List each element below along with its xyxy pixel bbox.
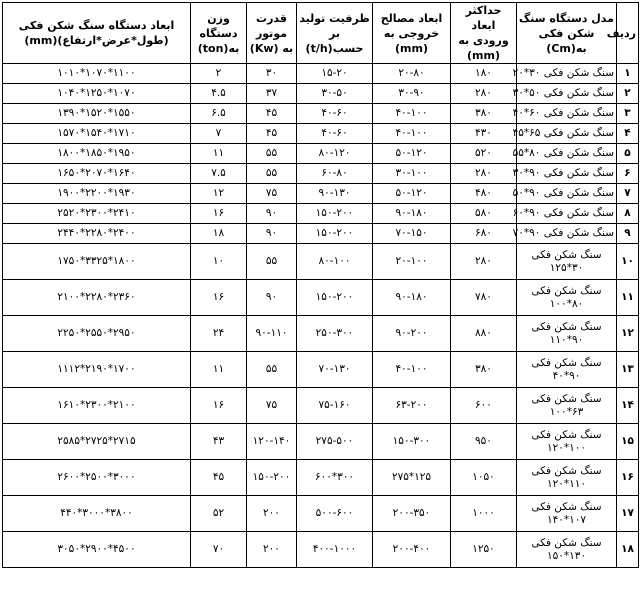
capacity-cell: ۴۰-۶۰ [297, 104, 373, 124]
table-row [3, 388, 639, 424]
model-cell: سنگ شکن فکی ۱۰۰*۱۲۰ [517, 424, 617, 460]
header-row-number: ردیف [617, 3, 639, 64]
power-cell: ۲۰۰ [247, 532, 297, 568]
output-size-cell: ۴۰-۱۰۰ [373, 124, 451, 144]
table-row [3, 144, 639, 164]
output-size-cell: ۳۰-۹۰ [373, 84, 451, 104]
header-output-size: ابعاد مصالح خروجی به (mm) [373, 3, 451, 64]
output-size-cell: ۷۰-۱۵۰ [373, 224, 451, 244]
row-number-cell: ۹ [617, 224, 639, 244]
output-size-cell: ۲۰-۸۰ [373, 64, 451, 84]
dimensions-cell: ۲۳۶۰*۲۲۸۰*۲۱۰۰ [3, 280, 191, 316]
max-input-cell: ۷۸۰ [451, 280, 517, 316]
weight-cell: ۷۰ [191, 532, 247, 568]
dimensions-cell: ۱۹۵۰*۱۸۵۰*۱۸۰۰ [3, 144, 191, 164]
max-input-cell: ۵۸۰ [451, 204, 517, 224]
dimensions-cell: ۱۷۱۰*۱۵۴۰*۱۵۷۰ [3, 124, 191, 144]
dimensions-cell: ۱۷۰۰*۲۱۹۰*۱۱۱۲ [3, 352, 191, 388]
output-size-cell: ۹۰-۲۰۰ [373, 316, 451, 352]
capacity-cell: ۳۰-۵۰ [297, 84, 373, 104]
model-cell: سنگ شکن فکی ۸۰*۱۰۰ [517, 280, 617, 316]
weight-cell: ۱۶ [191, 280, 247, 316]
model-cell: سنگ شکن فکی ۹۰*۳۰ [517, 164, 617, 184]
power-cell: ۹۰ [247, 280, 297, 316]
max-input-cell: ۴۳۰ [451, 124, 517, 144]
table-row [3, 460, 639, 496]
output-size-cell: ۲۰۰-۳۵۰ [373, 496, 451, 532]
weight-cell: ۱۱ [191, 144, 247, 164]
dimensions-cell: ۲۹۵۰*۲۵۵۰*۲۲۵۰ [3, 316, 191, 352]
capacity-cell: ۹۰-۱۳۰ [297, 184, 373, 204]
capacity-cell: ۷۵-۱۶۰ [297, 388, 373, 424]
power-cell: ۳۰ [247, 64, 297, 84]
power-cell: ۹۰-۱۱۰ [247, 316, 297, 352]
table-row [3, 104, 639, 124]
capacity-cell: ۲۷۵-۵۰۰ [297, 424, 373, 460]
weight-cell: ۲۴ [191, 316, 247, 352]
header-dimensions: ابعاد دستگاه سنگ شکن فکی (طول*عرض*ارتفاع)(mm) [3, 3, 191, 64]
weight-cell: ۵۲ [191, 496, 247, 532]
capacity-cell: ۱۵۰-۲۰۰ [297, 224, 373, 244]
weight-cell: ۷ [191, 124, 247, 144]
capacity-cell: ۴۰۰-۱۰۰۰ [297, 532, 373, 568]
output-size-cell: ۱۲۵*۲۷۵ [373, 460, 451, 496]
capacity-cell: ۴۰-۶۰ [297, 124, 373, 144]
dimensions-cell: ۱۵۵۰*۱۵۲۰*۱۳۹۰ [3, 104, 191, 124]
weight-cell: ۴.۵ [191, 84, 247, 104]
max-input-cell: ۶۸۰ [451, 224, 517, 244]
power-cell: ۱۲۰-۱۴۰ [247, 424, 297, 460]
header-capacity: ظرفیت تولید بر حسب(t/h) [297, 3, 373, 64]
row-number-cell: ۱۸ [617, 532, 639, 568]
power-cell: ۵۵ [247, 164, 297, 184]
header-power: قدرت موتور به (Kw) [247, 3, 297, 64]
max-input-cell: ۵۲۰ [451, 144, 517, 164]
max-input-cell: ۲۸۰ [451, 164, 517, 184]
row-number-cell: ۱۲ [617, 316, 639, 352]
capacity-cell: ۸۰-۱۰۰ [297, 244, 373, 280]
row-number-cell: ۸ [617, 204, 639, 224]
dimensions-cell: ۱۹۳۰*۲۲۰۰*۱۹۰۰ [3, 184, 191, 204]
power-cell: ۷۵ [247, 388, 297, 424]
dimensions-cell: ۱۱۰۰*۱۰۷۰*۱۰۱۰ [3, 64, 191, 84]
header-model: مدل دستگاه سنگ شکن فکی به(Cm) [517, 3, 617, 64]
table-row [3, 204, 639, 224]
max-input-cell: ۱۰۰۰ [451, 496, 517, 532]
header-weight: وزن دستگاه به(ton) [191, 3, 247, 64]
max-input-cell: ۲۸۰ [451, 84, 517, 104]
power-cell: ۷۵ [247, 184, 297, 204]
power-cell: ۵۵ [247, 144, 297, 164]
row-number-cell: ۱۷ [617, 496, 639, 532]
capacity-cell: ۳۰۰*۶۰۰ [297, 460, 373, 496]
model-cell: سنگ شکن فکی ۹۰*۵۰ [517, 184, 617, 204]
max-input-cell: ۳۸۰ [451, 104, 517, 124]
power-cell: ۵۵ [247, 352, 297, 388]
max-input-cell: ۹۵۰ [451, 424, 517, 460]
max-input-cell: ۳۸۰ [451, 352, 517, 388]
weight-cell: ۱۸ [191, 224, 247, 244]
model-cell: سنگ شکن فکی ۹۰*۷۰ [517, 224, 617, 244]
power-cell: ۲۰۰ [247, 496, 297, 532]
output-size-cell: ۲۰-۱۰۰ [373, 244, 451, 280]
output-size-cell: ۳۰-۱۰۰ [373, 164, 451, 184]
max-input-cell: ۱۲۵۰ [451, 532, 517, 568]
table-row [3, 496, 639, 532]
row-number-cell: ۱ [617, 64, 639, 84]
model-cell: سنگ شکن فکی ۹۰*۱۱۰ [517, 316, 617, 352]
model-cell: سنگ شکن فکی ۶۳*۱۰۰ [517, 388, 617, 424]
max-input-cell: ۲۸۰ [451, 244, 517, 280]
weight-cell: ۱۱ [191, 352, 247, 388]
row-number-cell: ۱۳ [617, 352, 639, 388]
power-cell: ۴۵ [247, 104, 297, 124]
dimensions-cell: ۳۰۰۰*۲۵۰۰*۲۶۰۰ [3, 460, 191, 496]
weight-cell: ۲ [191, 64, 247, 84]
row-number-cell: ۱۴ [617, 388, 639, 424]
capacity-cell: ۲۵۰-۳۰۰ [297, 316, 373, 352]
max-input-cell: ۱۰۵۰ [451, 460, 517, 496]
dimensions-cell: ۳۸۰۰*۳۰۰۰*۴۴۰ [3, 496, 191, 532]
dimensions-cell: ۲۴۱۰*۲۳۰۰*۲۵۲۰ [3, 204, 191, 224]
model-cell: سنگ شکن فکی ۱۰۷*۱۴۰ [517, 496, 617, 532]
model-cell: سنگ شکن فکی ۶۵*۴۵ [517, 124, 617, 144]
model-cell: سنگ شکن فکی ۸۰*۵۵ [517, 144, 617, 164]
table-row [3, 184, 639, 204]
power-cell: ۴۵ [247, 124, 297, 144]
capacity-cell: ۱۵-۲۰ [297, 64, 373, 84]
table-row [3, 352, 639, 388]
row-number-cell: ۱۱ [617, 280, 639, 316]
dimensions-cell: ۲۴۰۰*۲۲۸۰*۲۴۴۰ [3, 224, 191, 244]
capacity-cell: ۱۵۰-۲۰۰ [297, 280, 373, 316]
model-cell: سنگ شکن فکی ۹۰*۴۰ [517, 352, 617, 388]
row-number-cell: ۱۶ [617, 460, 639, 496]
table-row [3, 280, 639, 316]
max-input-cell: ۶۰۰ [451, 388, 517, 424]
row-number-cell: ۱۵ [617, 424, 639, 460]
model-cell: سنگ شکن فکی ۵۰*۳۰ [517, 84, 617, 104]
dimensions-cell: ۲۱۰۰*۲۳۰۰*۱۶۱۰ [3, 388, 191, 424]
row-number-cell: ۵ [617, 144, 639, 164]
table-row [3, 224, 639, 244]
output-size-cell: ۴۰-۱۰۰ [373, 352, 451, 388]
capacity-cell: ۸۰-۱۲۰ [297, 144, 373, 164]
model-cell: سنگ شکن فکی ۳۰*۲۰ [517, 64, 617, 84]
power-cell: ۹۰ [247, 224, 297, 244]
dimensions-cell: ۲۷۱۵*۲۷۲۵*۲۵۸۵ [3, 424, 191, 460]
header-max-input: حداکثر ابعاد ورودی به (mm) [451, 3, 517, 64]
table-row [3, 532, 639, 568]
output-size-cell: ۵۰-۱۲۰ [373, 184, 451, 204]
capacity-cell: ۶۰-۸۰ [297, 164, 373, 184]
table-row [3, 244, 639, 280]
output-size-cell: ۶۳-۲۰۰ [373, 388, 451, 424]
row-number-cell: ۲ [617, 84, 639, 104]
weight-cell: ۴۵ [191, 460, 247, 496]
max-input-cell: ۴۸۰ [451, 184, 517, 204]
capacity-cell: ۷۰-۱۳۰ [297, 352, 373, 388]
capacity-cell: ۵۰۰-۶۰۰ [297, 496, 373, 532]
model-cell: سنگ شکن فکی ۱۳۰*۱۵۰ [517, 532, 617, 568]
table-row [3, 424, 639, 460]
model-cell: سنگ شکن فکی ۳۰*۱۲۵ [517, 244, 617, 280]
weight-cell: ۱۶ [191, 388, 247, 424]
model-cell: سنگ شکن فکی ۱۱۰*۱۲۰ [517, 460, 617, 496]
model-cell: سنگ شکن فکی ۶۰*۴۰ [517, 104, 617, 124]
table-body [3, 64, 639, 568]
weight-cell: ۷.۵ [191, 164, 247, 184]
max-input-cell: ۱۸۰ [451, 64, 517, 84]
table-row [3, 316, 639, 352]
row-number-cell: ۳ [617, 104, 639, 124]
weight-cell: ۱۶ [191, 204, 247, 224]
table-row [3, 164, 639, 184]
weight-cell: ۴۳ [191, 424, 247, 460]
weight-cell: ۱۲ [191, 184, 247, 204]
power-cell: ۳۷ [247, 84, 297, 104]
output-size-cell: ۹۰-۱۸۰ [373, 204, 451, 224]
table-row [3, 64, 639, 84]
power-cell: ۱۵۰-۲۰۰ [247, 460, 297, 496]
dimensions-cell: ۱۰۷۰*۱۲۵۰*۱۰۴۰ [3, 84, 191, 104]
output-size-cell: ۱۵۰-۳۰۰ [373, 424, 451, 460]
output-size-cell: ۹۰-۱۸۰ [373, 280, 451, 316]
row-number-cell: ۷ [617, 184, 639, 204]
output-size-cell: ۴۰-۱۰۰ [373, 104, 451, 124]
row-number-cell: ۱۰ [617, 244, 639, 280]
header-row [3, 3, 639, 64]
power-cell: ۹۰ [247, 204, 297, 224]
row-number-cell: ۴ [617, 124, 639, 144]
table-row [3, 124, 639, 144]
max-input-cell: ۸۸۰ [451, 316, 517, 352]
dimensions-cell: ۴۵۰۰*۲۹۰۰*۳۰۵۰ [3, 532, 191, 568]
power-cell: ۵۵ [247, 244, 297, 280]
crusher-spec-table [2, 2, 639, 568]
dimensions-cell: ۱۶۴۰*۲۰۷۰*۱۶۵۰ [3, 164, 191, 184]
output-size-cell: ۵۰-۱۲۰ [373, 144, 451, 164]
table-row [3, 84, 639, 104]
model-cell: سنگ شکن فکی ۹۰*۶۰ [517, 204, 617, 224]
row-number-cell: ۶ [617, 164, 639, 184]
weight-cell: ۱۰ [191, 244, 247, 280]
dimensions-cell: ۱۸۰۰*۳۳۲۵*۱۷۵۰ [3, 244, 191, 280]
capacity-cell: ۱۵۰-۲۰۰ [297, 204, 373, 224]
output-size-cell: ۲۰۰-۴۰۰ [373, 532, 451, 568]
weight-cell: ۶.۵ [191, 104, 247, 124]
